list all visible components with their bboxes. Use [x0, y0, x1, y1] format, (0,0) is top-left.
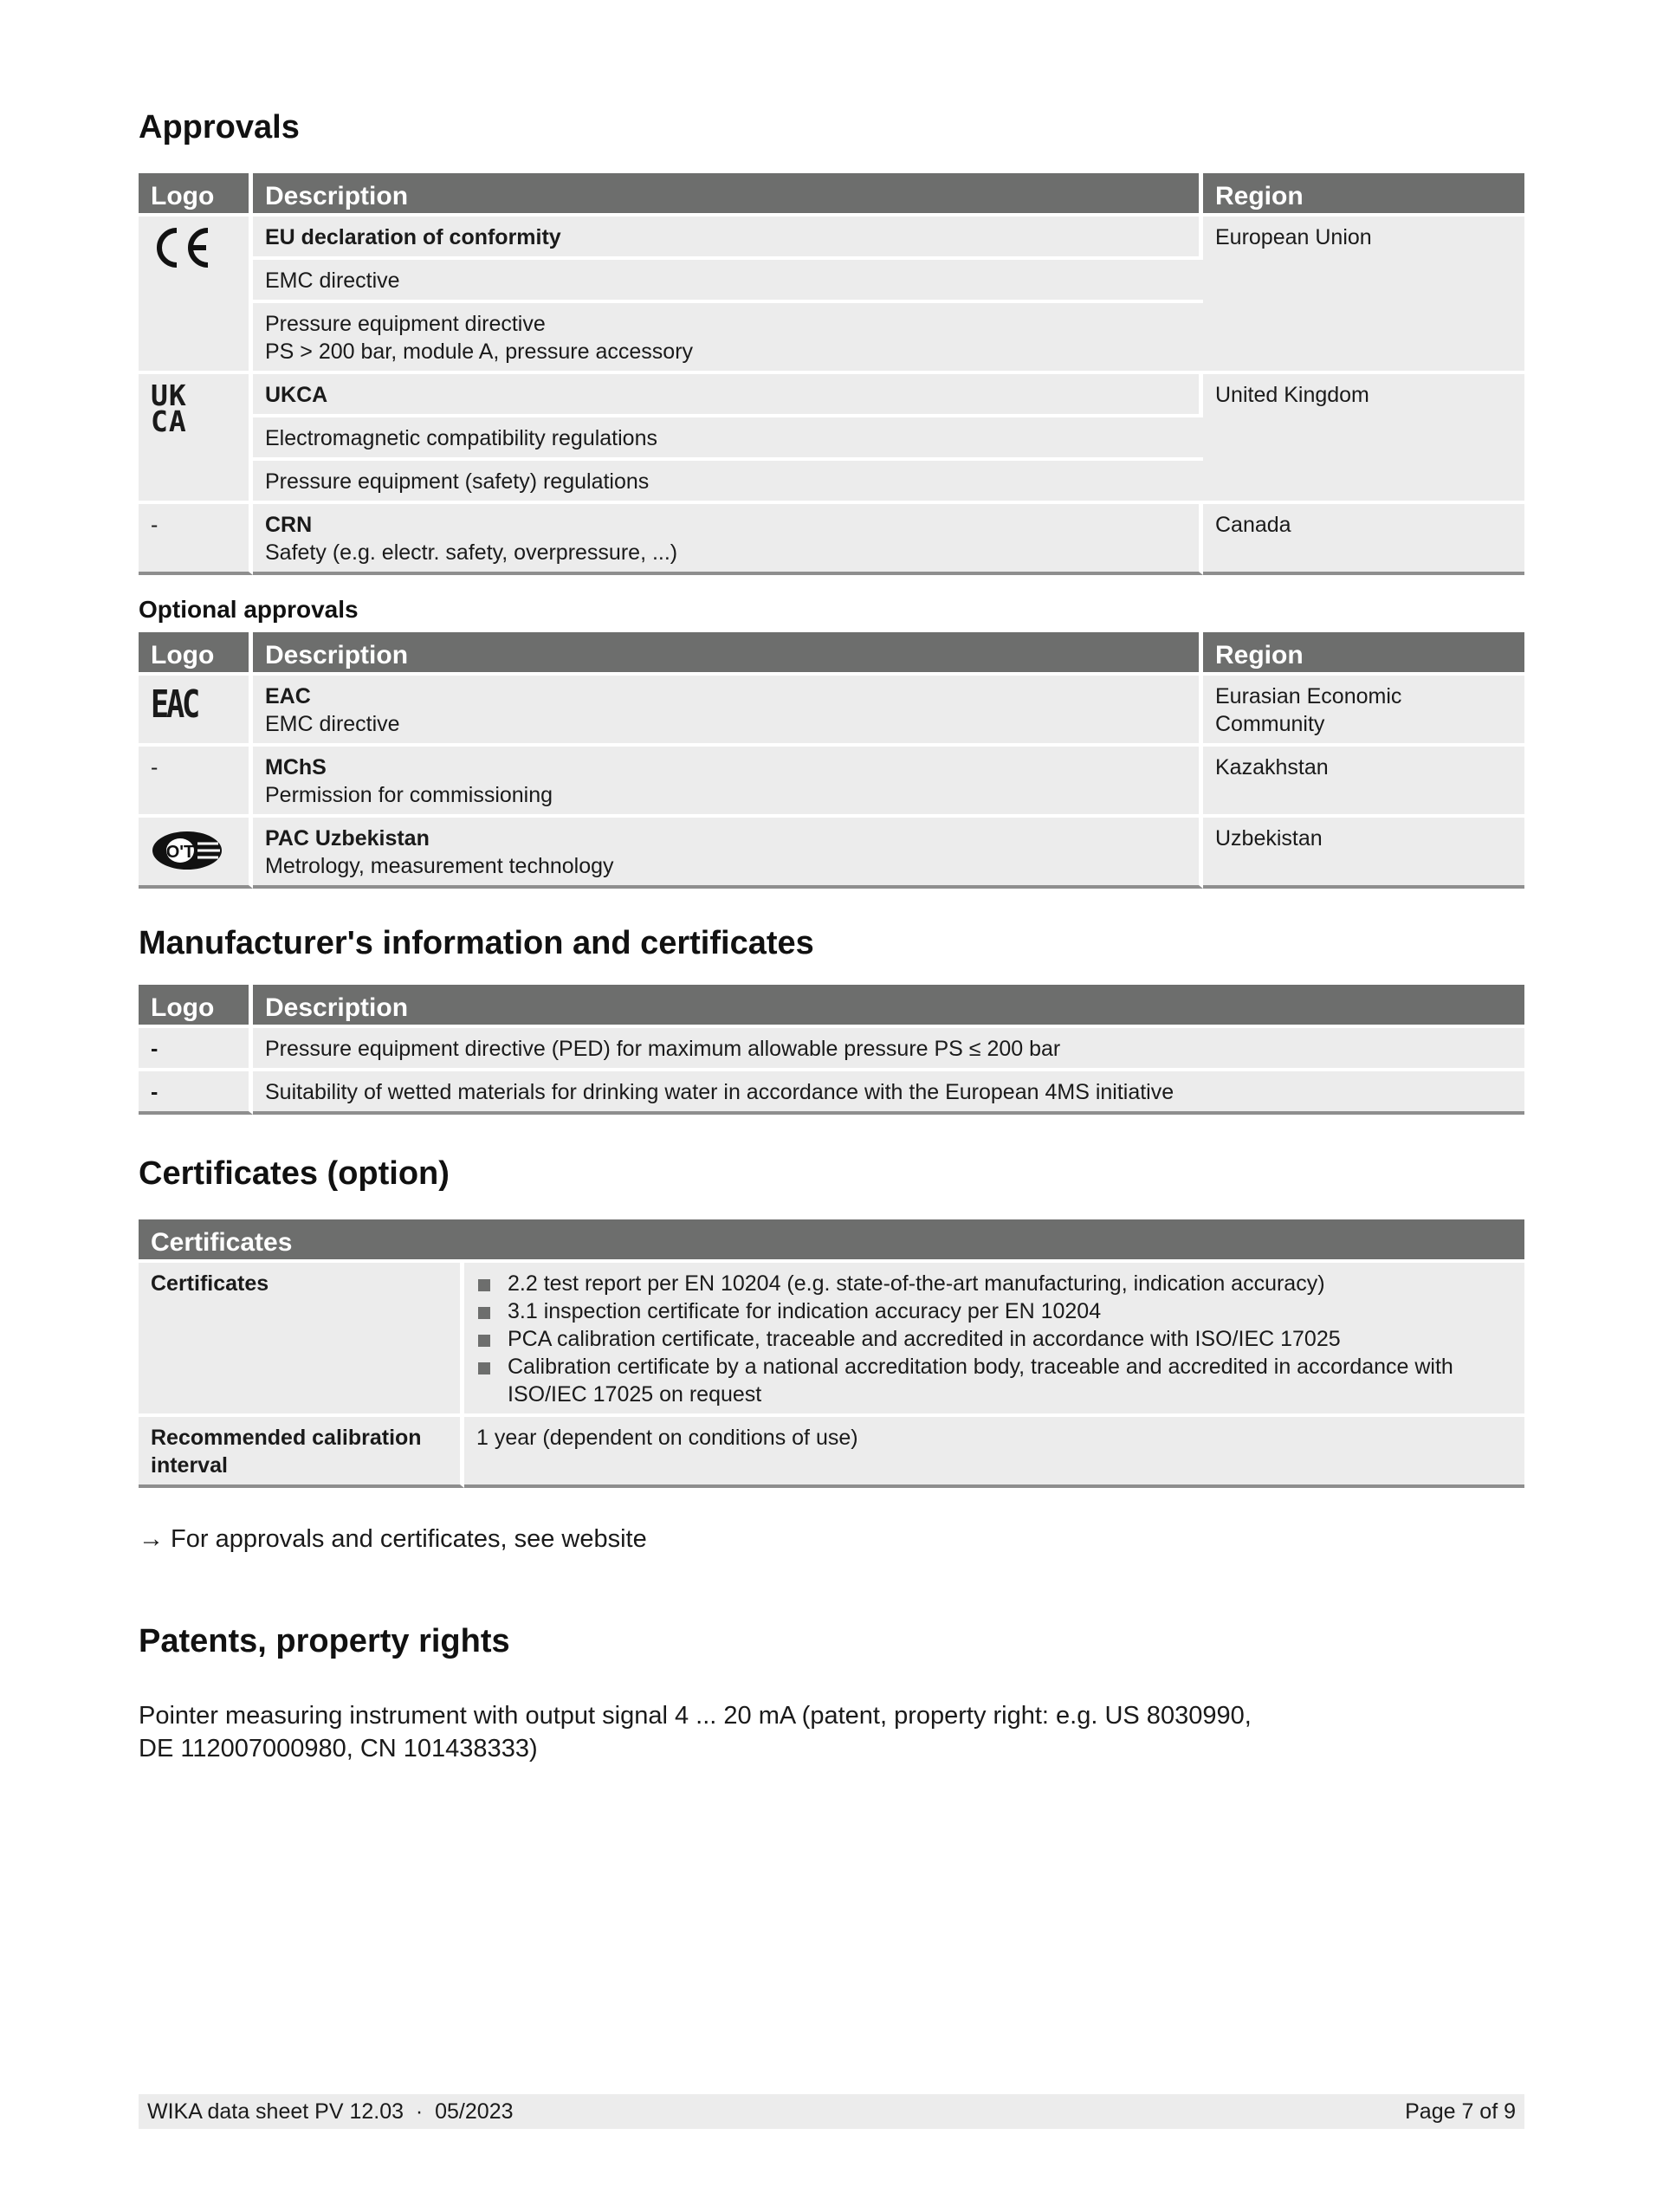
manufacturer-row-logo: -: [139, 1068, 253, 1115]
ukca-row-pressure: Pressure equipment (safety) regulations: [253, 457, 1203, 501]
manufacturer-row-logo: -: [139, 1025, 253, 1068]
ukca-row-emc: Electromagnetic compatibility regulations: [253, 414, 1203, 457]
calibration-interval-label: [139, 1413, 464, 1488]
patents-text: [139, 1699, 1252, 1765]
mchs-description: [253, 743, 1203, 814]
optional-region-header: Region: [1203, 632, 1524, 672]
ce-logo-cell: [139, 213, 253, 371]
approvals-table: [139, 173, 1524, 575]
eac-mark-icon: EAC: [151, 682, 197, 727]
calibration-interval-label-line1: Recommended calibration: [151, 1426, 422, 1450]
eac-region-line2: Community: [1215, 712, 1325, 736]
manufacturer-row-text: Pressure equipment directive (PED) for maximum allowable pressure PS ≤ 200 bar: [253, 1025, 1524, 1068]
pac-description: [253, 814, 1203, 889]
patents-text-line2: DE 112007000980, CN 101438333): [139, 1735, 538, 1762]
mchs-detail: Permission for commissioning: [265, 783, 553, 807]
ce-mark-icon: [151, 225, 211, 270]
pac-region: Uzbekistan: [1203, 814, 1524, 889]
patents-heading: Patents, property rights: [139, 1623, 510, 1659]
pac-title: PAC Uzbekistan: [265, 826, 430, 851]
manufacturer-logo-header: Logo: [139, 985, 253, 1025]
optional-logo-header: Logo: [139, 632, 253, 672]
patents-text-line1: Pointer measuring instrument with output signal 4 ... 20 mA (patent, property right: e.g. US 8030990,: [139, 1702, 1252, 1730]
certificates-heading: Certificates (option): [139, 1155, 450, 1192]
ukca-mark-top: UK: [151, 378, 187, 412]
certificates-header: Certificates: [139, 1219, 1524, 1259]
certificates-row-label: Certificates: [139, 1259, 464, 1413]
eac-detail: EMC directive: [265, 712, 400, 736]
crn-title: CRN: [265, 513, 313, 537]
ce-row-emc: EMC directive: [253, 256, 1203, 300]
certificate-item: 3.1 inspection certificate for indication accuracy per EN 10204: [476, 1297, 1512, 1325]
calibration-interval-value: 1 year (dependent on conditions of use): [464, 1413, 1524, 1488]
manufacturer-table: [139, 985, 1524, 1115]
ce-row-ped-line1: Pressure equipment directive: [265, 312, 546, 336]
mchs-logo-cell: -: [139, 743, 253, 814]
certificates-table: [139, 1219, 1524, 1488]
approvals-heading: Approvals: [139, 109, 300, 146]
crn-logo-cell: -: [139, 501, 253, 575]
certificate-item: 2.2 test report per EN 10204 (e.g. state-of-the-art manufacturing, indication accuracy): [476, 1270, 1512, 1297]
ukca-mark-icon: [151, 378, 236, 438]
eac-region: [1203, 672, 1524, 743]
calibration-interval-label-line2: interval: [151, 1453, 228, 1478]
optional-approvals-heading: Optional approvals: [139, 596, 359, 623]
certificate-item: Calibration certificate by a national accreditation body, traceable and accredited in accordance with ISO/IEC 17025 on request: [476, 1353, 1512, 1408]
approvals-region-header: Region: [1203, 173, 1524, 213]
page-footer: [139, 2094, 1524, 2129]
mchs-region: Kazakhstan: [1203, 743, 1524, 814]
eac-logo-cell: [139, 672, 253, 743]
certificate-item: PCA calibration certificate, traceable and accredited in accordance with ISO/IEC 17025: [476, 1325, 1512, 1353]
ukca-logo-cell: [139, 371, 253, 501]
pac-detail: Metrology, measurement technology: [265, 854, 614, 878]
manufacturer-row-text: Suitability of wetted materials for drinking water in accordance with the European 4MS initiative: [253, 1068, 1524, 1115]
pac-uzbekistan-mark-icon: [151, 828, 223, 873]
ce-row-ped-line2: PS > 200 bar, module A, pressure accessory: [265, 340, 694, 364]
manufacturer-description-header: Description: [253, 985, 1524, 1025]
pac-logo-cell: [139, 814, 253, 889]
approvals-description-header: Description: [253, 173, 1203, 213]
eac-description: [253, 672, 1203, 743]
pac-mark-text: O'T: [165, 843, 195, 862]
crn-description: [253, 501, 1203, 575]
eac-title: EAC: [265, 684, 311, 708]
footer-datasheet-id: WIKA data sheet PV 12.03 · 05/2023: [147, 2099, 514, 2124]
ukca-region: United Kingdom: [1203, 371, 1524, 501]
ukca-mark-bottom: CA: [151, 404, 187, 438]
ukca-row-title: UKCA: [253, 371, 1203, 414]
crn-detail: Safety (e.g. electr. safety, overpressure, ...): [265, 540, 678, 565]
certificates-list-cell: [464, 1259, 1524, 1413]
ce-row-ped: [253, 300, 1203, 371]
approvals-logo-header: Logo: [139, 173, 253, 213]
mchs-title: MChS: [265, 755, 327, 779]
optional-approvals-table: [139, 632, 1524, 889]
website-link[interactable]: → For approvals and certificates, see website: [139, 1525, 647, 1553]
optional-description-header: Description: [253, 632, 1203, 672]
certificates-list: [476, 1270, 1512, 1408]
crn-region: Canada: [1203, 501, 1524, 575]
footer-page-number: Page 7 of 9: [1405, 2099, 1516, 2124]
ce-region: European Union: [1203, 213, 1524, 371]
ce-row-eu-declaration: EU declaration of conformity: [253, 213, 1203, 256]
manufacturer-heading: Manufacturer's information and certificates: [139, 925, 814, 961]
eac-region-line1: Eurasian Economic: [1215, 684, 1402, 708]
